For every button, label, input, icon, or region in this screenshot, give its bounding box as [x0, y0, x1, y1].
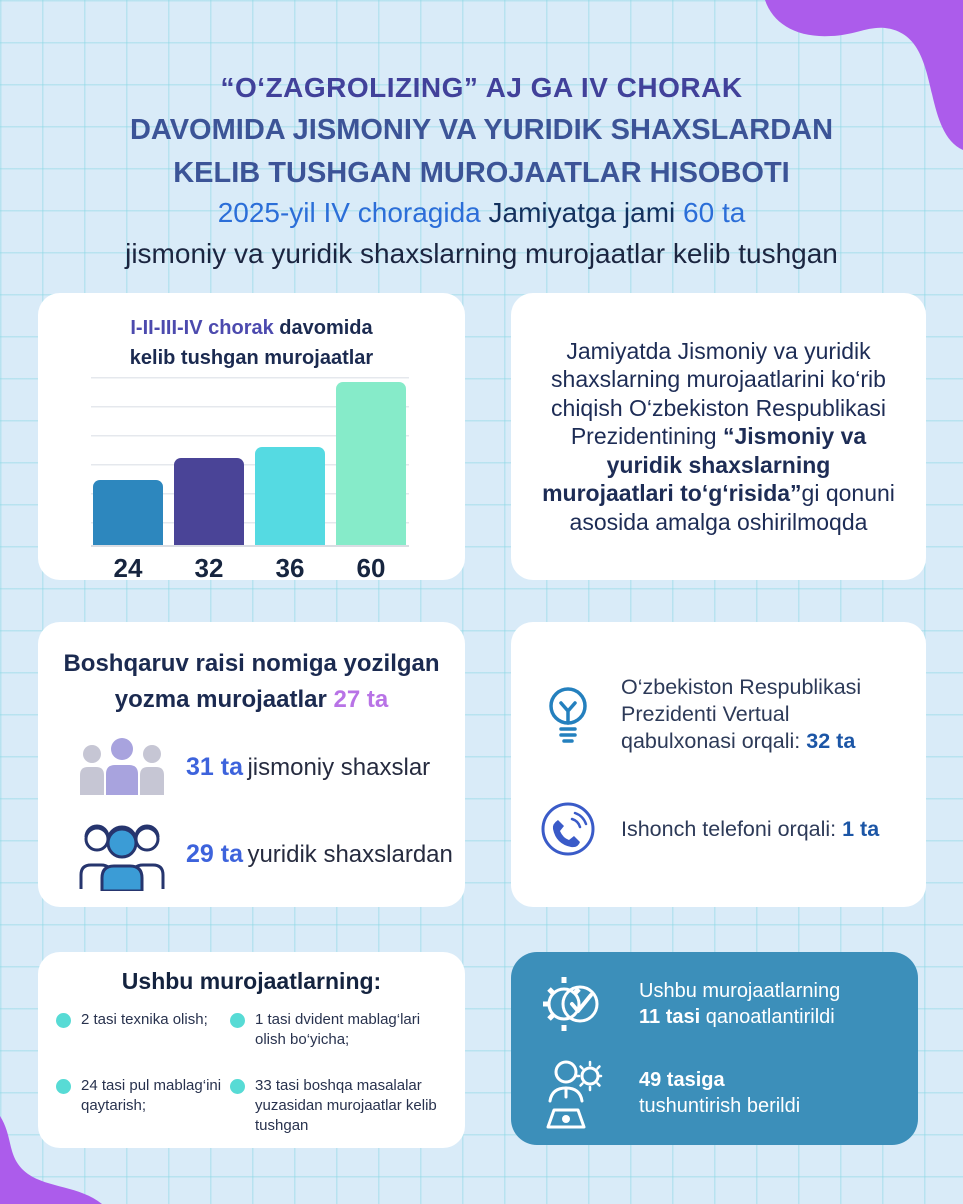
bullet-dot-icon — [56, 1013, 71, 1028]
chart-title-line2: kelib tushgan murojaatlar — [129, 347, 374, 369]
results-card — [511, 952, 918, 1145]
subtitle-total-count: 60 ta — [683, 197, 746, 228]
report-title — [0, 66, 963, 195]
list-item: 24 tasi pul mablag‘ini qaytarish; — [56, 1076, 228, 1136]
law-text — [541, 293, 896, 580]
law-text-after: gi qonuni asosida amalga oshirilmoqda — [569, 480, 895, 535]
support-team-icon — [76, 817, 168, 891]
virtual-reception-text — [621, 674, 908, 755]
bullet-dot-icon — [230, 1079, 245, 1094]
gear-check-icon — [538, 972, 604, 1036]
physical-persons-label: jismoniy shaxslar — [247, 753, 431, 781]
appeal-topics-title: Ushbu murojaatlarning: — [121, 968, 382, 994]
law-text-before: Jamiyatda Jismoniy va yuridik shaxslarning murojaatlarini ko‘rib chiqish O‘zbekiston Respublikasi Prezidentining — [551, 337, 886, 450]
clarified-count: 49 tasiga — [639, 1069, 725, 1091]
legal-persons-count: 29 ta — [186, 839, 243, 868]
appeal-channels-card — [511, 622, 926, 907]
written-title-count: 27 ta — [333, 686, 389, 713]
satisfied-text — [639, 978, 840, 1030]
written-title-text: Boshqaruv raisi nomiga yozilgan yozma murojaatlar — [63, 650, 440, 713]
satisfied-row — [529, 966, 904, 1042]
law-reference-card — [511, 293, 926, 580]
list-item: 33 tasi boshqa masalalar yuzasidan murojaatlar kelib tushgan — [230, 1076, 453, 1136]
report-subtitle — [0, 192, 963, 274]
lightbulb-icon — [536, 682, 600, 748]
bar-chart-plot-area — [91, 377, 409, 547]
quarterly-chart-card — [38, 293, 465, 583]
bar-q2 — [174, 458, 244, 545]
clarified-row — [529, 1050, 904, 1136]
hotline-row — [535, 800, 908, 858]
people-group-icon — [76, 737, 168, 797]
phone-icon — [539, 800, 597, 858]
clarified-text — [639, 1067, 800, 1119]
virtual-reception-row — [535, 674, 908, 755]
subtitle-middle: Jamiyatga jami — [488, 197, 676, 228]
appeal-topics-card — [38, 952, 465, 1148]
virtual-reception-label: O‘zbekiston Respublikasi Prezidenti Vertual qabulxonasi orqali: — [621, 675, 862, 753]
satisfied-line1: Ushbu murojaatlarning — [639, 980, 841, 1002]
hotline-label: Ishonch telefoni orqali: — [621, 816, 837, 841]
title-line-1: “O‘ZAGROLIZING” AJ GA IV CHORAK — [220, 72, 743, 103]
bullet-dot-icon — [230, 1013, 245, 1028]
operator-laptop-icon — [539, 1055, 603, 1131]
subtitle-line-2: jismoniy va yuridik shaxslarning murojaatlar kelib tushgan — [125, 238, 838, 269]
appeal-topics-list — [56, 1010, 453, 1136]
bar-value-q3: 36 — [275, 553, 305, 583]
law-title-bold: “Jismoniy va yuridik shaxslarning murojaatlari to‘g‘risida” — [542, 423, 867, 507]
bar-value-q1: 24 — [113, 553, 143, 583]
bar-q4 — [336, 382, 406, 545]
bar-q3 — [255, 447, 325, 545]
written-appeals-title — [48, 646, 455, 718]
subtitle-line-1 — [0, 192, 963, 233]
bar-value-q4: 60 — [356, 553, 386, 583]
legal-persons-label: yuridik shaxslardan — [247, 840, 453, 868]
bar-value-q2: 32 — [194, 553, 224, 583]
title-line-3: KELIB TUSHGAN MUROJAATLAR HISOBOTI — [173, 157, 790, 189]
legal-persons-row — [76, 814, 453, 894]
satisfied-count: 11 tasi — [639, 1006, 701, 1028]
subtitle-period: 2025-yil IV choragida — [217, 197, 481, 228]
hotline-text — [621, 816, 879, 843]
satisfied-label: qanoatlantirildi — [705, 1006, 835, 1028]
written-appeals-card — [38, 622, 465, 907]
chart-title-rest: davomida — [279, 317, 373, 339]
chart-title — [38, 313, 465, 373]
clarified-label: tushuntirish berildi — [639, 1095, 801, 1117]
title-line-2: DAVOMIDA JISMONIY VA YURIDIK SHAXSLARDAN — [129, 114, 834, 146]
virtual-reception-count: 32 ta — [806, 729, 856, 753]
bullet-dot-icon — [56, 1079, 71, 1094]
list-item: 2 tasi texnika olish; — [56, 1010, 228, 1050]
physical-persons-count: 31 ta — [186, 752, 243, 781]
hotline-count: 1 ta — [842, 816, 880, 841]
physical-persons-row — [76, 732, 430, 802]
bar-q1 — [93, 480, 163, 545]
chart-title-accent: I-II-III-IV chorak — [130, 317, 274, 339]
list-item: 1 tasi dvident mablag‘lari olish bo‘yicha; — [230, 1010, 453, 1050]
